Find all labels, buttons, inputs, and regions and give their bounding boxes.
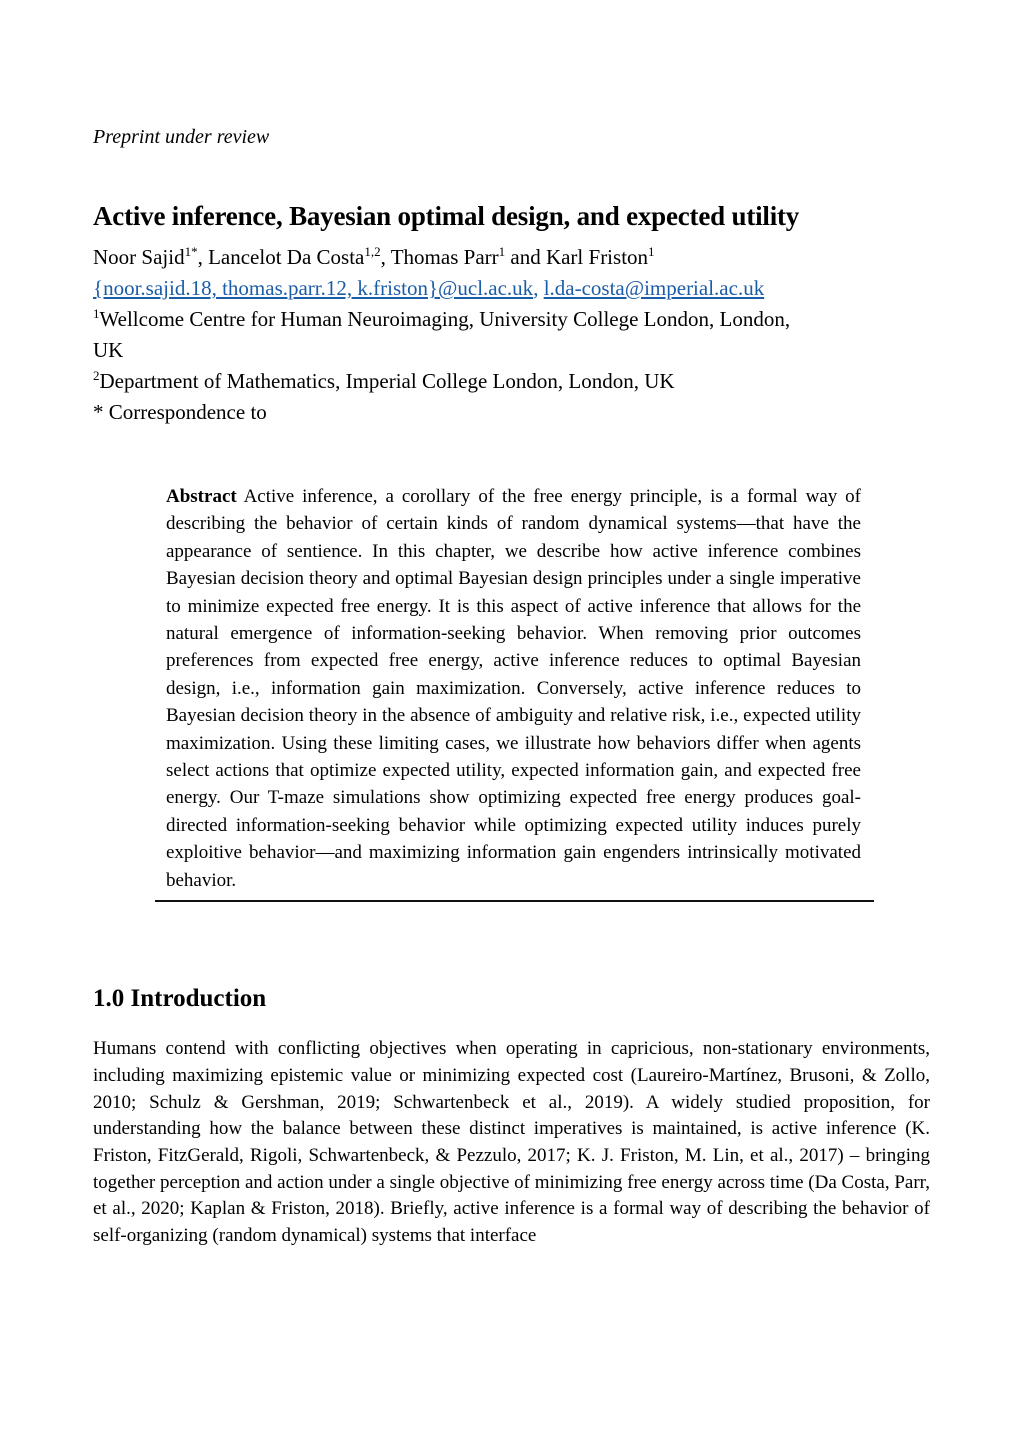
author-name: , Thomas Parr [380,245,499,269]
affiliation-2 [93,366,930,397]
paper-title: Active inference, Bayesian optimal design, and expected utility [93,201,800,231]
section-heading-introduction: 1.0 Introduction [93,985,267,1013]
email-link-individual[interactable]: l.da-costa@imperial.ac.uk [543,276,765,300]
affiliation-1-continued [93,335,930,366]
abstract-divider-rule [155,900,874,902]
author-superscript: 1 [648,244,655,259]
affiliation-text: Wellcome Centre for Human Neuroimaging, University College London, London, [99,307,791,331]
author-line [93,242,930,273]
affiliation-superscript: 1 [93,306,100,321]
introduction-paragraph: Humans contend with conflicting objectives when operating in capricious, non-stationary environments, including maximizing epistemic value or minimizing expected cost (Laureiro-Martínez, Brusoni, & Zollo, 2010; Schulz & Gershman, 2019; Schwartenbeck et al., 2019). A widely studied proposition, for understanding how the balance between these distinct imperatives is maintained, is active inference (K. Friston, FitzGerald, Rigoli, Schwartenbeck, & Pezzulo, 2017; K. J. Friston, M. Lin, et al., 2017) – bringing together perception and action under a single objective of minimizing free energy across time (Da Costa, Parr, et al., 2020; Kaplan & Friston, 2018). Briefly, active inference is a formal way of describing the behavior of self-organizing (random dynamical) systems that interface [93,1038,930,1247]
email-link-group[interactable]: {noor.sajid.18, thomas.parr.12, k.friston}@ucl.ac.uk [93,276,534,300]
author-name: , Lancelot Da Costa [197,245,365,269]
abstract-block [154,483,873,894]
correspondence-note: * Correspondence to [93,400,267,424]
email-links-line [93,273,930,304]
author-superscript: 1* [184,244,198,259]
author-name: and Karl Friston [505,245,649,269]
author-superscript: 1,2 [364,244,381,259]
affiliation-text: Department of Mathematics, Imperial College London, London, UK [99,369,675,393]
preprint-status-note: Preprint under review [93,126,270,148]
abstract-label: Abstract [166,486,237,507]
author-name: Noor Sajid [93,245,185,269]
abstract-text: Active inference, a corollary of the free energy principle, is a formal way of describing the behavior of certain kinds of random dynamical systems—that have the appearance of sentience. In this chapter, we describe how active inference combines Bayesian decision theory and optimal Bayesian design principles under a single imperative to minimize expected free energy. It is this aspect of active inference that allows for the natural emergence of information-seeking behavior. When removing prior outcomes preferences from expected free energy, active inference reduces to optimal Bayesian design, i.e., information gain maximization. Conversely, active inference reduces to Bayesian decision theory in the absence of ambiguity and relative risk, i.e., expected utility maximization. Using these limiting cases, we illustrate how behaviors differ when agents select actions that optimize expected utility, expected information gain, and expected free energy. Our T-maze simulations show optimizing expected free energy produces goal-directed information-seeking behavior while optimizing expected utility induces purely exploitive behavior—and maximizing information gain engenders intrinsically motivated behavior. [166,486,861,891]
affiliation-superscript: 2 [93,368,100,383]
affiliation-text: UK [93,338,124,362]
front-matter [93,242,930,428]
email-separator: , [533,276,544,300]
author-superscript: 1 [498,244,506,259]
affiliation-1 [93,304,930,335]
